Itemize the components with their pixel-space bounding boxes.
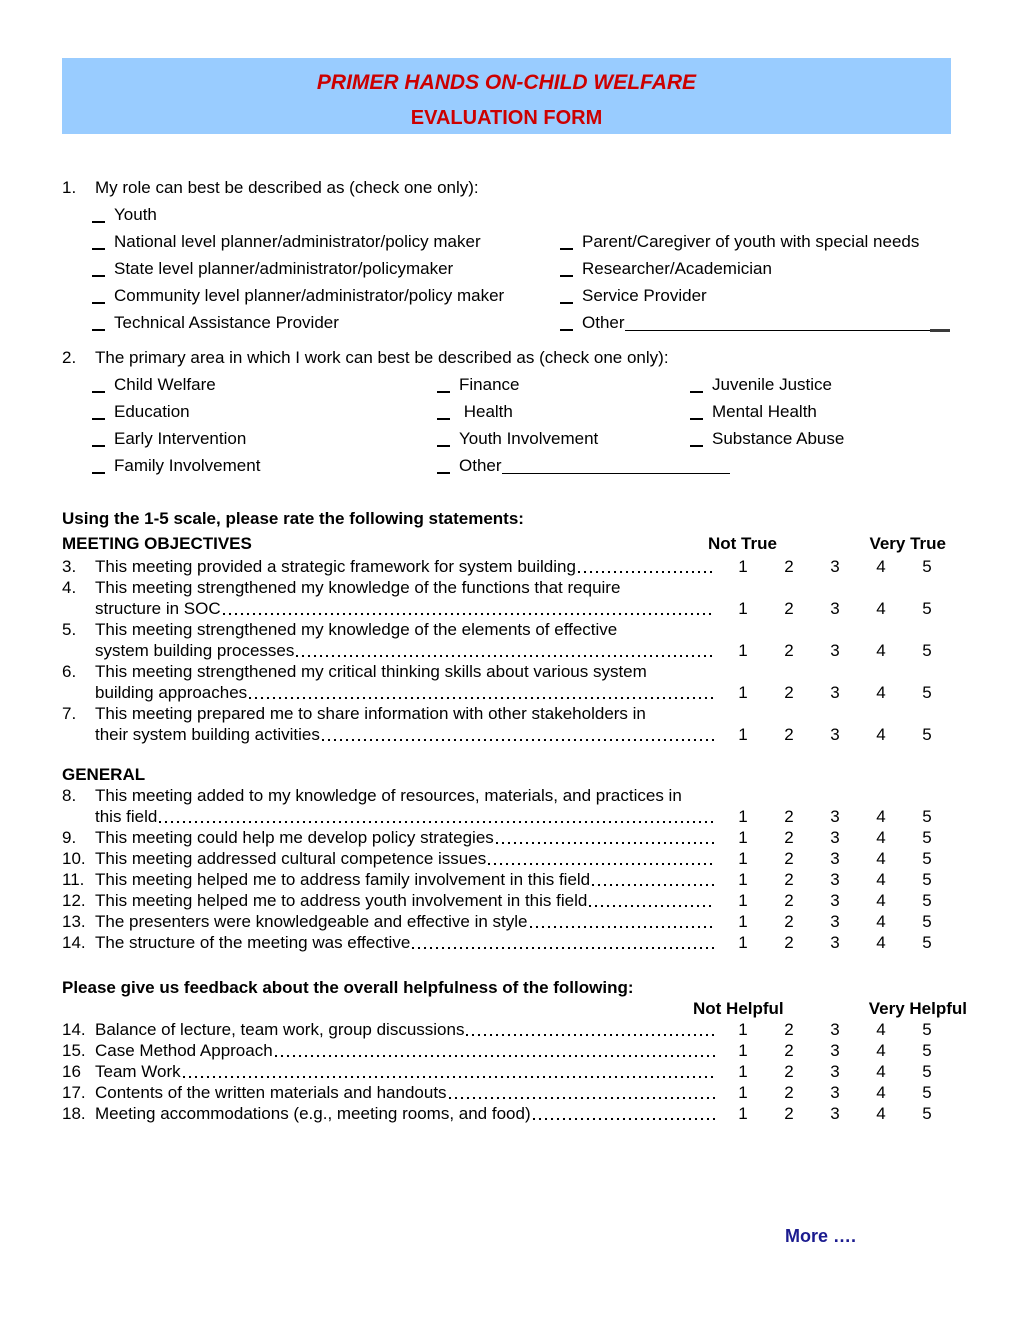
option-cell [560, 255, 950, 282]
rating-scale [720, 724, 950, 745]
option-label: Early Intervention [114, 429, 247, 448]
check-blank[interactable] [560, 286, 573, 304]
rating-scale [720, 869, 950, 890]
option-cell [92, 398, 437, 425]
rating-option-4[interactable]: 4 [876, 557, 886, 576]
option-row [62, 201, 950, 228]
option-label: Parent/Caregiver of youth with special needs [582, 232, 920, 251]
statement-row [62, 1082, 950, 1103]
statement-text: Team Work [95, 1062, 181, 1081]
statement-text: This meeting prepared me to share information with other stakeholders in [95, 704, 646, 723]
rating-option-2[interactable]: 2 [784, 1020, 794, 1039]
option-cell [92, 371, 437, 398]
statement-number: 7. [62, 704, 77, 723]
rating-scale [720, 1082, 950, 1103]
rating-scale [720, 1103, 950, 1124]
statement-number: 6. [62, 662, 77, 681]
rating-option-1[interactable]: 1 [738, 828, 748, 847]
rating-option-2[interactable]: 2 [784, 933, 794, 952]
rating-option-1[interactable]: 1 [738, 1104, 748, 1123]
statement-text: system building processes [95, 641, 295, 660]
rating-option-3[interactable]: 3 [830, 891, 840, 910]
statement-text: structure in SOC [95, 599, 221, 618]
option-cell [437, 452, 690, 479]
dot-leader [533, 1118, 715, 1120]
rating-option-3[interactable]: 3 [830, 725, 840, 744]
check-blank[interactable] [560, 259, 573, 277]
dot-leader [488, 863, 715, 865]
rating-option-1[interactable]: 1 [738, 807, 748, 826]
statement-row [62, 703, 950, 724]
question-number: 2. [62, 348, 77, 367]
rating-option-5[interactable]: 5 [922, 557, 932, 576]
scale-instruction: Using the 1-5 scale, please rate the following statements: [62, 509, 524, 528]
rating-scale [720, 1040, 950, 1061]
rating-option-5[interactable]: 5 [922, 849, 932, 868]
rating-option-1[interactable]: 1 [738, 1020, 748, 1039]
rating-option-4[interactable]: 4 [876, 725, 886, 744]
option-label: Juvenile Justice [712, 375, 833, 394]
option-label: Other [459, 456, 502, 475]
rating-option-3[interactable]: 3 [830, 912, 840, 931]
check-blank[interactable] [92, 205, 105, 223]
option-row [62, 452, 950, 479]
option-label: Technical Assistance Provider [114, 313, 339, 332]
indent [62, 598, 95, 619]
option-label: Child Welfare [114, 375, 216, 394]
option-cell [92, 452, 437, 479]
rating-option-3[interactable]: 3 [830, 1041, 840, 1060]
rating-option-4[interactable]: 4 [876, 933, 886, 952]
statement-row [62, 577, 950, 598]
dot-leader [412, 947, 715, 949]
option-cell [437, 371, 690, 398]
question-number: 1. [62, 178, 77, 197]
dot-leader [496, 842, 715, 844]
dot-leader [159, 821, 715, 823]
rating-sections [62, 532, 950, 953]
dot-leader [183, 1076, 715, 1078]
indent [62, 806, 95, 827]
option-row [62, 255, 950, 282]
statement-number: 17. [62, 1083, 86, 1102]
rating-option-5[interactable]: 5 [922, 870, 932, 889]
option-label: Youth Involvement [459, 429, 599, 448]
option-row [62, 228, 950, 255]
statement-number: 10. [62, 849, 86, 868]
rating-scale [720, 598, 950, 619]
rating-option-3[interactable]: 3 [830, 1104, 840, 1123]
rating-option-5[interactable]: 5 [922, 599, 932, 618]
option-cell [560, 228, 950, 255]
scale-max-label: Very True [869, 534, 946, 553]
statement-text: This meeting strengthened my knowledge of the elements of effective [95, 620, 618, 639]
statement-number: 5. [62, 620, 77, 639]
check-blank[interactable] [690, 402, 703, 420]
feedback-scale-header [62, 998, 967, 1019]
rating-option-2[interactable]: 2 [784, 1104, 794, 1123]
rating-option-1[interactable]: 1 [738, 683, 748, 702]
spacer [62, 998, 693, 1019]
rating-scale [720, 1061, 950, 1082]
option-cell [690, 425, 950, 452]
statement-row [62, 556, 950, 577]
rating-scale [720, 911, 950, 932]
statement-number: 14. [62, 1020, 86, 1039]
option-cell [92, 282, 560, 309]
rating-option-5[interactable]: 5 [922, 641, 932, 660]
option-cell [690, 452, 950, 479]
rating-option-4[interactable]: 4 [876, 828, 886, 847]
check-blank[interactable] [92, 313, 105, 331]
rating-option-2[interactable]: 2 [784, 1083, 794, 1102]
statement-text: Meeting accommodations (e.g., meeting rooms, and food) [95, 1104, 531, 1123]
option-label: National level planner/administrator/policy maker [114, 232, 481, 251]
option-row [62, 371, 950, 398]
rating-option-5[interactable]: 5 [922, 683, 932, 702]
question-1 [62, 174, 950, 336]
rating-scale [720, 932, 950, 953]
statement-row [62, 724, 950, 745]
option-label: Health [459, 402, 513, 421]
statement-text: Balance of lecture, team work, group discussions [95, 1020, 465, 1039]
rating-option-1[interactable]: 1 [738, 641, 748, 660]
statement-row [62, 1061, 950, 1082]
rating-option-5[interactable]: 5 [922, 1041, 932, 1060]
rating-option-1[interactable]: 1 [738, 912, 748, 931]
rating-scale [720, 640, 950, 661]
check-blank[interactable] [92, 429, 105, 447]
check-blank[interactable] [690, 375, 703, 393]
rating-option-2[interactable]: 2 [784, 1062, 794, 1081]
statement-row [62, 785, 950, 806]
form-title: PRIMER HANDS ON-CHILD WELFARE [316, 71, 697, 94]
check-blank[interactable] [92, 375, 105, 393]
option-cell [437, 398, 690, 425]
dot-leader [449, 1097, 715, 1099]
feedback-items [62, 1019, 950, 1124]
dot-leader [466, 1034, 715, 1036]
rating-option-1[interactable]: 1 [738, 891, 748, 910]
section-header [62, 532, 950, 556]
check-blank[interactable] [690, 429, 703, 447]
rating-option-4[interactable]: 4 [876, 849, 886, 868]
option-row [62, 425, 950, 452]
statement-row [62, 1040, 950, 1061]
option-row [62, 398, 950, 425]
check-blank[interactable] [437, 402, 450, 420]
rating-option-3[interactable]: 3 [830, 933, 840, 952]
rating-option-5[interactable]: 5 [922, 1083, 932, 1102]
statement-number: 15. [62, 1041, 86, 1060]
dot-leader [296, 655, 715, 657]
rating-option-1[interactable]: 1 [738, 870, 748, 889]
rating-option-3[interactable]: 3 [830, 1062, 840, 1081]
rating-option-2[interactable]: 2 [784, 828, 794, 847]
question-text: The primary area in which I work can best be described as (check one only): [95, 348, 669, 367]
statement-row [62, 598, 950, 619]
rating-option-2[interactable]: 2 [784, 1041, 794, 1060]
check-blank[interactable] [92, 259, 105, 277]
check-blank[interactable] [437, 375, 450, 393]
rating-option-2[interactable]: 2 [784, 641, 794, 660]
rating-option-4[interactable]: 4 [876, 1041, 886, 1060]
rating-option-2[interactable]: 2 [784, 849, 794, 868]
form-subtitle: EVALUATION FORM [410, 107, 603, 129]
option-cell [560, 282, 950, 309]
rating-option-5[interactable]: 5 [922, 807, 932, 826]
statement-text: this field [95, 807, 158, 826]
statement-row [62, 806, 950, 827]
check-blank[interactable] [560, 313, 573, 331]
dot-leader [249, 697, 715, 699]
statement-text: This meeting strengthened my critical thinking skills about various system [95, 662, 647, 681]
check-blank[interactable] [437, 456, 450, 474]
question-1-options [62, 201, 950, 336]
rating-scale [720, 682, 950, 703]
rating-option-3[interactable]: 3 [830, 870, 840, 889]
form-header [62, 58, 951, 134]
statement-row [62, 619, 950, 640]
check-blank[interactable] [560, 232, 573, 250]
rating-option-4[interactable]: 4 [876, 1062, 886, 1081]
statement-row [62, 911, 950, 932]
dot-leader [275, 1055, 715, 1057]
question-2 [62, 344, 950, 479]
section-title: MEETING OBJECTIVES [62, 534, 252, 553]
scale-labels [693, 998, 967, 1019]
check-blank[interactable] [92, 232, 105, 250]
rating-option-4[interactable]: 4 [876, 870, 886, 889]
rating-option-2[interactable]: 2 [784, 807, 794, 826]
rating-option-5[interactable]: 5 [922, 1020, 932, 1039]
option-cell [437, 425, 690, 452]
option-cell [92, 228, 560, 255]
statement-text: This meeting strengthened my knowledge of the functions that require [95, 578, 621, 597]
indent [62, 682, 95, 703]
scale-max-label: Very Helpful [868, 999, 967, 1018]
option-label: Service Provider [582, 286, 707, 305]
option-row [62, 282, 950, 309]
option-label: Substance Abuse [712, 429, 845, 448]
option-cell [92, 255, 560, 282]
rating-option-1[interactable]: 1 [738, 933, 748, 952]
rating-option-3[interactable]: 3 [830, 557, 840, 576]
statement-text: This meeting helped me to address youth involvement in this field [95, 891, 588, 910]
rating-option-1[interactable]: 1 [738, 1062, 748, 1081]
section-header [62, 764, 950, 785]
rating-option-3[interactable]: 3 [830, 849, 840, 868]
indent [62, 724, 95, 745]
rating-scale [720, 1019, 950, 1040]
rating-option-3[interactable]: 3 [830, 807, 840, 826]
rating-option-2[interactable]: 2 [784, 725, 794, 744]
rating-option-5[interactable]: 5 [922, 891, 932, 910]
write-in-line[interactable] [625, 309, 930, 331]
rating-option-5[interactable]: 5 [922, 725, 932, 744]
indent [62, 640, 95, 661]
statement-number: 11. [62, 870, 85, 889]
rating-option-4[interactable]: 4 [876, 1020, 886, 1039]
statement-row [62, 640, 950, 661]
rating-option-3[interactable]: 3 [830, 1083, 840, 1102]
dot-leader [592, 884, 715, 886]
option-label: Education [114, 402, 190, 421]
option-cell [92, 425, 437, 452]
form-body [62, 174, 967, 1248]
option-label: Community level planner/administrator/policy maker [114, 286, 505, 305]
option-label: Finance [459, 375, 520, 394]
statement-text: The presenters were knowledgeable and effective in style [95, 912, 528, 931]
rating-option-1[interactable]: 1 [738, 1041, 748, 1060]
rating-scale [720, 848, 950, 869]
statement-text: This meeting helped me to address family involvement in this field [95, 870, 591, 889]
rating-option-4[interactable]: 4 [876, 807, 886, 826]
rating-option-4[interactable]: 4 [876, 891, 886, 910]
rating-option-3[interactable]: 3 [830, 599, 840, 618]
statement-number: 4. [62, 578, 77, 597]
statement-text: their system building activities [95, 725, 320, 744]
rating-option-4[interactable]: 4 [876, 1104, 886, 1123]
question-1-prompt [62, 174, 950, 201]
scale-min-label: Not True [708, 534, 777, 553]
statement-row [62, 827, 950, 848]
option-cell [92, 309, 560, 336]
rating-scale [720, 556, 950, 577]
statement-text: This meeting could help me develop policy strategies [95, 828, 494, 847]
rating-scale [720, 890, 950, 911]
statement-number: 14. [62, 933, 86, 952]
rating-option-2[interactable]: 2 [784, 683, 794, 702]
option-label: Mental Health [712, 402, 817, 421]
rating-option-5[interactable]: 5 [922, 1104, 932, 1123]
rating-option-2[interactable]: 2 [784, 557, 794, 576]
scale-min-label: Not Helpful [693, 999, 784, 1018]
question-2-options [62, 371, 950, 479]
option-label: Family Involvement [114, 456, 261, 475]
check-blank[interactable] [437, 429, 450, 447]
rating-option-3[interactable]: 3 [830, 828, 840, 847]
rating-option-4[interactable]: 4 [876, 1083, 886, 1102]
statement-number: 3. [62, 557, 77, 576]
statement-row [62, 1103, 950, 1124]
statement-number: 13. [62, 912, 86, 931]
statement-number: 8. [62, 786, 77, 805]
statement-row [62, 890, 950, 911]
dot-leader [322, 739, 715, 741]
check-blank[interactable] [92, 456, 105, 474]
statement-number: 12. [62, 891, 86, 910]
rating-option-1[interactable]: 1 [738, 1083, 748, 1102]
statement-row [62, 682, 950, 703]
option-cell [690, 371, 950, 398]
statement-text: This meeting addressed cultural competence issues [95, 849, 487, 868]
scale-labels [708, 532, 946, 556]
section-title: GENERAL [62, 765, 146, 784]
rating-option-2[interactable]: 2 [784, 912, 794, 931]
rating-option-1[interactable]: 1 [738, 725, 748, 744]
rating-option-4[interactable]: 4 [876, 912, 886, 931]
rating-option-4[interactable]: 4 [876, 683, 886, 702]
rating-option-3[interactable]: 3 [830, 1020, 840, 1039]
check-blank[interactable] [92, 286, 105, 304]
statement-row [62, 869, 950, 890]
rating-option-2[interactable]: 2 [784, 891, 794, 910]
statement-row [62, 932, 950, 953]
rating-option-1[interactable]: 1 [738, 599, 748, 618]
rating-option-1[interactable]: 1 [738, 849, 748, 868]
option-cell [560, 309, 950, 336]
option-label: State level planner/administrator/policymaker [114, 259, 454, 278]
statement-text: Contents of the written materials and handouts [95, 1083, 447, 1102]
statement-text: building approaches [95, 683, 248, 702]
more-text: More …. [785, 1226, 857, 1246]
option-label: Researcher/Academician [582, 259, 772, 278]
rating-option-2[interactable]: 2 [784, 870, 794, 889]
check-blank[interactable] [92, 402, 105, 420]
statement-text: The structure of the meeting was effective [95, 933, 411, 952]
rating-option-4[interactable]: 4 [876, 599, 886, 618]
statement-row [62, 661, 950, 682]
dot-leader [589, 905, 715, 907]
feedback-heading: Please give us feedback about the overall helpfulness of the following: [62, 978, 634, 997]
statement-number: 9. [62, 828, 77, 847]
question-2-prompt [62, 344, 950, 371]
rating-option-1[interactable]: 1 [738, 557, 748, 576]
statement-row [62, 848, 950, 869]
rating-option-3[interactable]: 3 [830, 641, 840, 660]
option-label: Other [582, 313, 625, 332]
statement-text: This meeting added to my knowledge of resources, materials, and practices in [95, 786, 682, 805]
rating-scale [720, 827, 950, 848]
rating-option-4[interactable]: 4 [876, 641, 886, 660]
statement-number: 18. [62, 1104, 86, 1123]
rating-scale [720, 806, 950, 827]
rating-option-3[interactable]: 3 [830, 683, 840, 702]
dot-leader [223, 613, 715, 615]
dot-leader [530, 926, 716, 928]
option-cell [690, 398, 950, 425]
rating-option-5[interactable]: 5 [922, 1062, 932, 1081]
dot-leader [578, 571, 715, 573]
statement-text: Case Method Approach [95, 1041, 273, 1060]
question-text: My role can best be described as (check one only): [95, 178, 479, 197]
rating-option-2[interactable]: 2 [784, 599, 794, 618]
option-row [62, 309, 950, 336]
statement-text: This meeting provided a strategic framework for system building [95, 557, 576, 576]
statement-row [62, 1019, 950, 1040]
statement-number: 16 [62, 1062, 81, 1081]
option-label: Youth [114, 205, 157, 224]
rating-option-5[interactable]: 5 [922, 828, 932, 847]
write-in-line-end[interactable] [930, 309, 950, 332]
rating-option-5[interactable]: 5 [922, 933, 932, 952]
rating-option-5[interactable]: 5 [922, 912, 932, 931]
